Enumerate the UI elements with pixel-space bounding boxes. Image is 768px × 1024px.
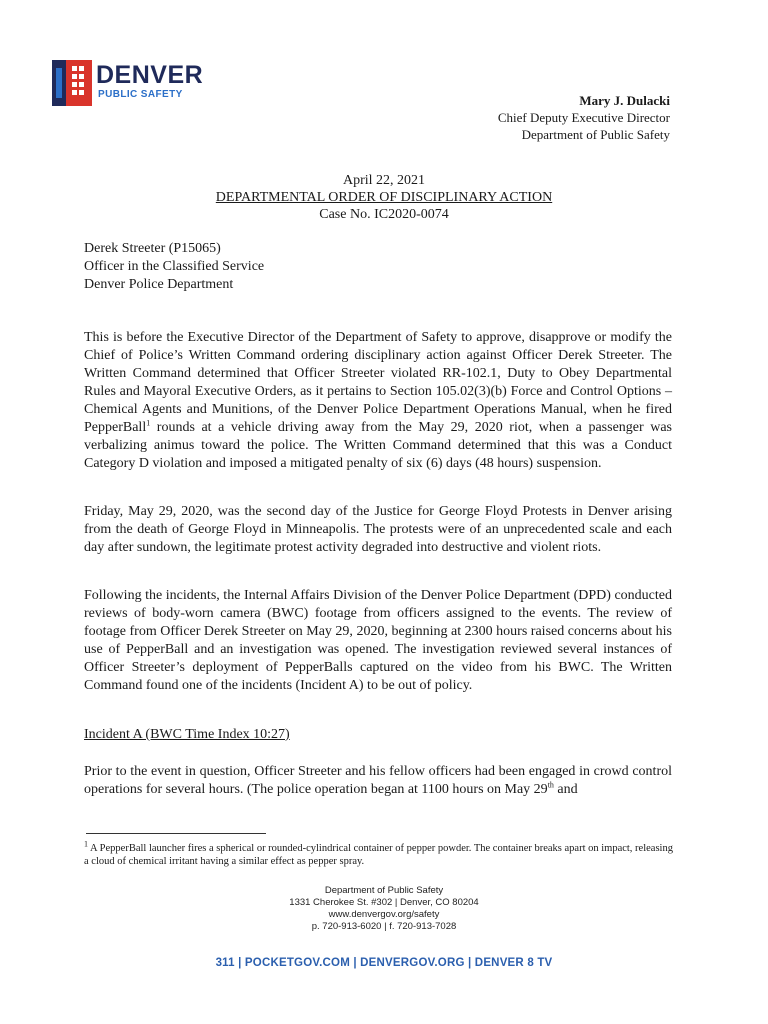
paragraph-1-text-b: rounds at a vehicle driving away from the May 29, 2020 riot, when a passenger was verbalizing animus toward the police. The Written Command determined that this was a Conduct Category D violation and imposed a mitigated penalty of six (6) days (48 hours) suspension.: [84, 420, 672, 471]
footnote-ref: 1: [146, 418, 151, 428]
paragraph-4-text-b: and: [553, 782, 578, 797]
logo-subtitle: PUBLIC SAFETY: [98, 89, 183, 100]
denver-logo-icon: [52, 60, 92, 106]
logo-wordmark: DENVER: [96, 61, 204, 89]
footnote: [84, 839, 674, 868]
sender-title: Chief Deputy Executive Director: [497, 110, 670, 125]
document-date: April 22, 2021: [342, 173, 426, 188]
recipient-department: Denver Police Department: [84, 277, 234, 292]
case-number: Case No. IC2020-0074: [319, 207, 449, 222]
document-header: [0, 172, 768, 223]
footnote-divider: [86, 833, 266, 834]
recipient-name: Derek Streeter (P15065): [84, 241, 221, 256]
paragraph-3: Following the incidents, the Internal Affairs Division of the Denver Police Department (DPD) conducted reviews of body-worn camera (BWC) footage from officers assigned to the events. The review of footage from Officer Derek Streeter on May 29, 2020, beginning at 2300 hours raised concerns about his use of PepperBall and an investigation was opened. The investigation reviewed several instances of Officer Streeter’s deployment of PepperBalls captured on the video from his BWC. The Written Command found one of the incidents (Incident A) to be out of policy.: [84, 588, 672, 693]
footnote-mark: 1: [84, 839, 88, 849]
footer-links: 311 | POCKETGOV.COM | DENVERGOV.ORG | DENVER 8 TV: [215, 957, 553, 969]
sender-name: Mary J. Dulacki: [579, 93, 670, 108]
footer-department: Department of Public Safety: [324, 885, 444, 896]
footer-phone: p. 720-913-6020 | f. 720-913-7028: [311, 921, 457, 932]
footer-contact: [0, 885, 768, 933]
sender-block: [498, 92, 670, 143]
sender-department: Department of Public Safety: [521, 127, 670, 142]
paragraph-4-superscript: th: [547, 780, 554, 790]
recipient-block: [84, 240, 264, 294]
paragraph-4: [84, 763, 672, 799]
paragraph-4-text-a: Prior to the event in question, Officer Streeter and his fellow officers had been engaged in crowd control operations for several hours. (The police operation began at 1100 hours on May 29: [84, 764, 672, 797]
paragraph-2: Friday, May 29, 2020, was the second day of the Justice for George Floyd Protests in Denver arising from the death of George Floyd in Minneapolis. The protests were of an unprecedented scale and each day after sundown, the legitimate protest activity degraded into destructive and violent riots.: [84, 504, 672, 555]
document-title: DEPARTMENTAL ORDER OF DISCIPLINARY ACTION: [215, 190, 553, 205]
footer-website: www.denvergov.org/safety: [328, 909, 440, 920]
paragraph-1-text-a: This is before the Executive Director of the Department of Safety to approve, disapprove or modify the Chief of Police’s Written Command ordering disciplinary action against Officer Derek Streeter. The Written Command determined that Officer Streeter violated RR-102.1, Duty to Obey Departmental Rules and Mayoral Executive Orders, as it pertains to Section 105.02(3)(b) Force and Control Options – Chemical Agents and Munitions, of the Denver Police Department Operations Manual, when he fired PepperBall: [84, 330, 672, 435]
footnote-text: A PepperBall launcher fires a spherical or rounded-cylindrical container of pepper powder. The container breaks apart on impact, releasing a cloud of chemical irritant having a similar effect as pepper spray.: [84, 843, 673, 867]
footer-address: 1331 Cherokee St. #302 | Denver, CO 80204: [289, 897, 479, 908]
recipient-position: Officer in the Classified Service: [84, 259, 265, 274]
paragraph-1: [84, 329, 672, 473]
incident-a-heading: Incident A (BWC Time Index 10:27): [84, 727, 290, 742]
